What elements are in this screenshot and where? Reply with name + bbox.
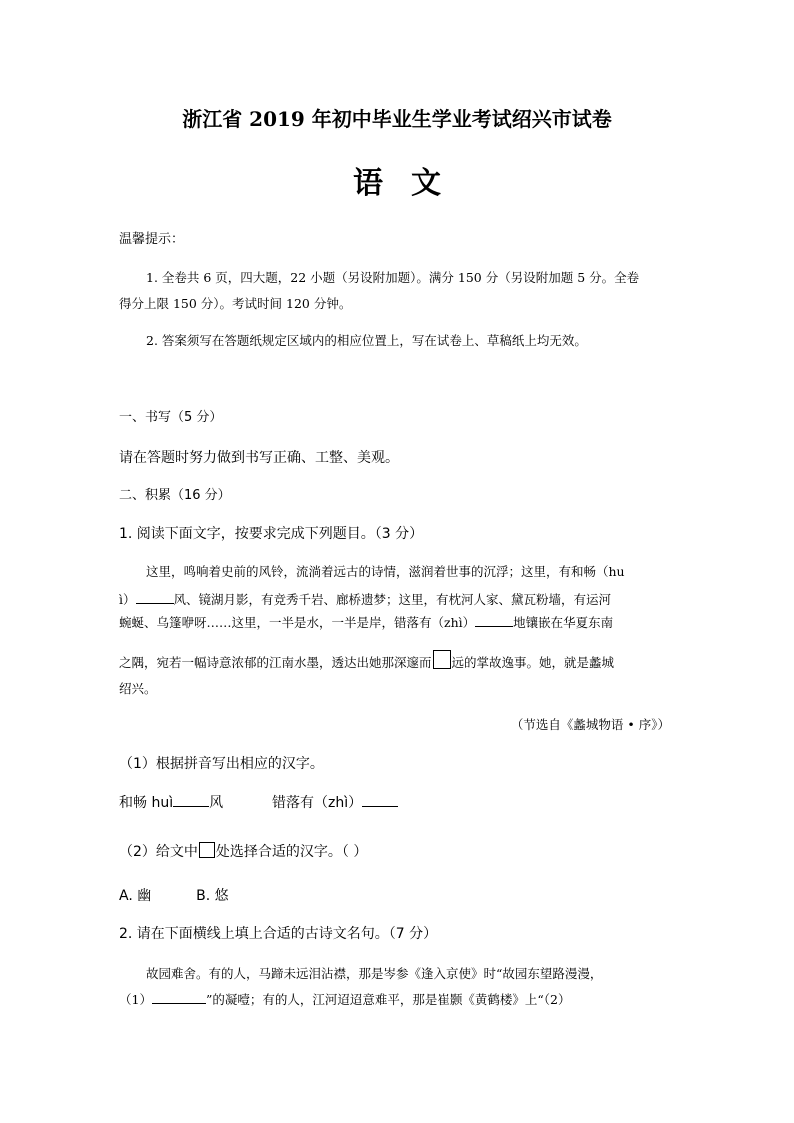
tip-item-2: 2. 答案须写在答题纸规定区域内的相应位置上，写在试卷上、草稿纸上均无效。 <box>146 333 587 348</box>
tip-item-1-line-2: 得分上限 150 分）。考试时间 120 分钟。 <box>119 296 352 311</box>
q2-blank-number: （1） <box>119 992 152 1007</box>
q2-line-1: 故园难舍。有的人，马蹄未远泪沾襟，那是岑参《逢入京使》时“故园东望路漫漫， <box>146 966 603 981</box>
passage-pinyin-tail: ì） <box>119 592 136 607</box>
q2-line-2-text: ”的凝噎；有的人，江河迢迢意难平，那是崔颢《黄鹤楼》上“（2） <box>205 992 571 1007</box>
question-2-stem: 2. 请在下面横线上填上合适的古诗文名句。（7 分） <box>119 926 438 942</box>
sub-question-2 <box>119 842 367 861</box>
passage-line-4-tail: 远的掌故逸事。她，就是蠡城 <box>451 655 615 670</box>
section-2-heading: 二、积累（16 分） <box>119 488 231 503</box>
passage-line-1: 这里，鸣响着史前的风铃，流淌着远古的诗情，滋润着世事的沉浮；这里，有和畅（hu <box>146 564 625 579</box>
passage-line-3-tail: 地镶嵌在华夏东南 <box>513 615 614 630</box>
pinyin-zhi-label: 错落有（zhì） <box>272 795 363 811</box>
sub-question-2-text: （2）给文中 <box>119 844 198 860</box>
sub-question-1: （1）根据拼音写出相应的汉字。 <box>119 756 324 772</box>
tips-heading: 温馨提示： <box>119 232 185 247</box>
answer-field-zhi[interactable] <box>362 793 398 807</box>
subject-title: 语文 <box>353 166 469 201</box>
passage-line-5: 绍兴。 <box>119 681 157 696</box>
section-1-text: 请在答题时努力做到书写正确、工整、美观。 <box>119 450 399 466</box>
option-a[interactable]: A. 幽 <box>119 888 152 904</box>
options-row <box>119 887 229 905</box>
answer-blank-poem-1[interactable] <box>152 990 206 1004</box>
passage-line-3 <box>119 613 613 632</box>
option-b[interactable]: B. 悠 <box>196 888 229 904</box>
answer-box[interactable] <box>433 650 451 669</box>
pinyin-hui-label: 和畅 huì <box>119 795 174 811</box>
pinyin-hui-char: 风 <box>209 795 224 811</box>
passage-line-4-text: 之隅，宛若一幅诗意浓郁的江南水墨，透达出她那深邃而 <box>119 655 432 670</box>
passage-source: （节选自《蠡城物语 • 序》） <box>510 717 670 732</box>
answer-field-hui[interactable] <box>173 793 209 807</box>
sub-question-2-tail: 处选择合适的汉字。（ ） <box>215 844 368 860</box>
q2-line-2 <box>119 990 570 1009</box>
answer-box-ref <box>199 842 215 858</box>
passage-line-2 <box>119 590 611 609</box>
passage-line-3-text: 蜿蜒、乌篷咿呀……这里，一半是水，一半是岸，错落有（zhì） <box>119 615 476 630</box>
sub-question-1-answers <box>119 793 398 812</box>
passage-line-2-text: 风、镜湖月影，有竞秀千岩、廊桥遗梦；这里，有枕河人家、黛瓦粉墙，有运河 <box>173 592 612 607</box>
answer-blank-hui[interactable] <box>136 590 174 604</box>
answer-blank-zhi[interactable] <box>475 613 513 627</box>
passage-line-4 <box>119 650 614 672</box>
question-1-stem: 1. 阅读下面文字，按要求完成下列题目。（3 分） <box>119 526 424 542</box>
exam-title: 浙江省 2019 年初中毕业生学业考试绍兴市试卷 <box>182 107 612 131</box>
section-1-heading: 一、书写（5 分） <box>119 410 223 425</box>
tip-item-1-line-1: 1. 全卷共 6 页，四大题，22 小题（另设附加题）。满分 150 分（另设附加题 5 分。全卷 <box>146 270 640 285</box>
